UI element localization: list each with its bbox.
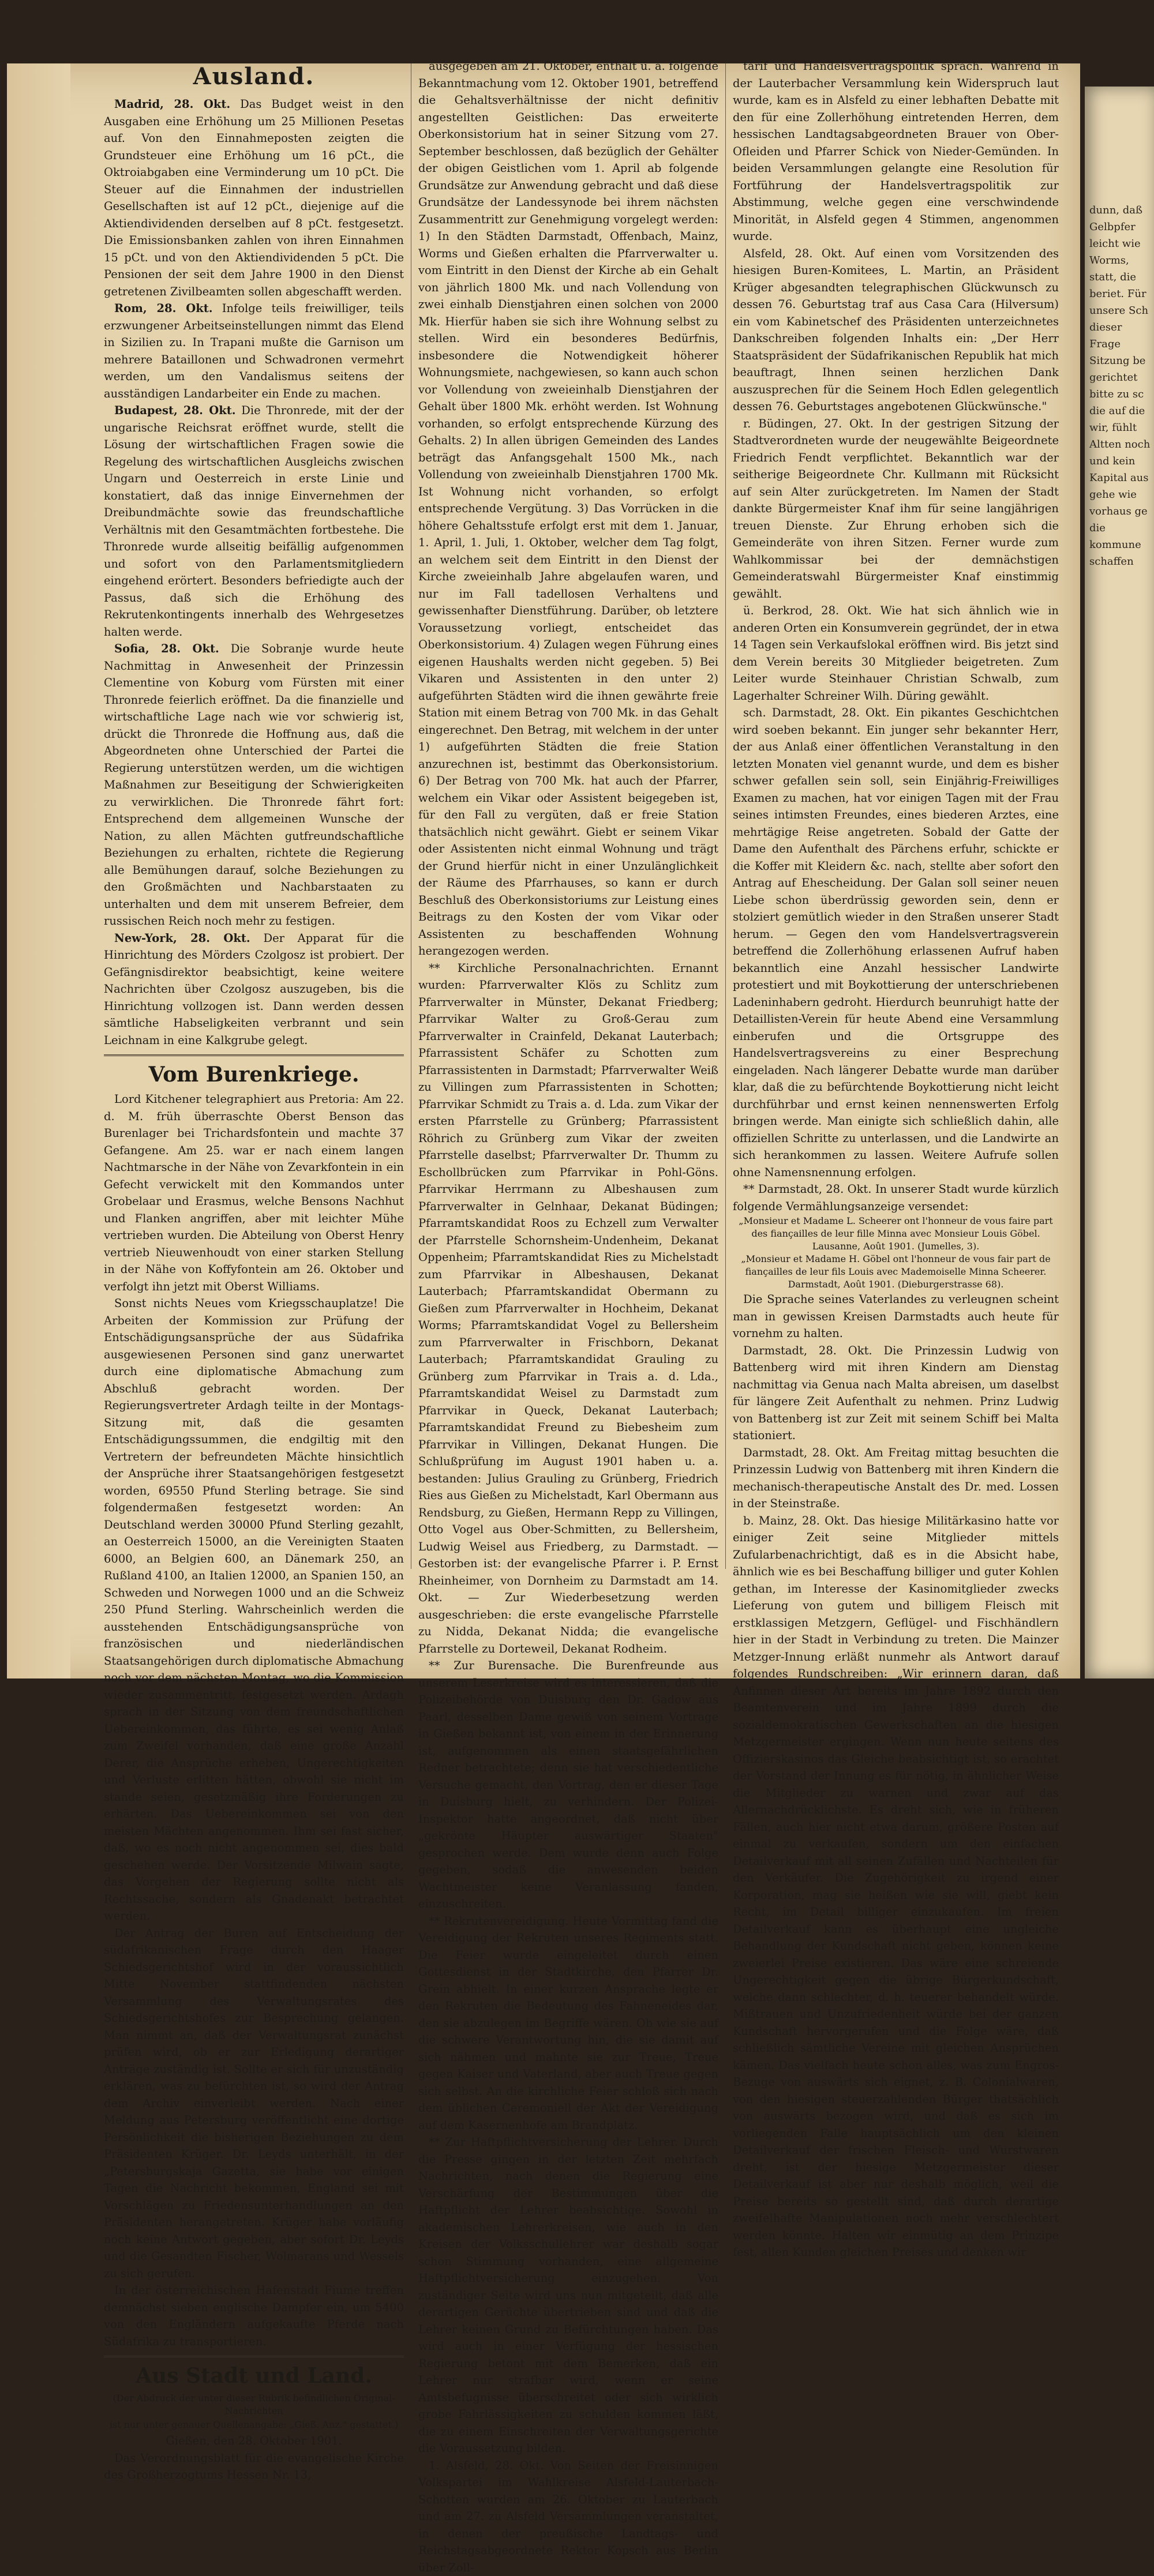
- article-paragraph: b. Mainz, 28. Okt. Das hiesige Militärkasino hatte vor einiger Zeit seine Mitglieder mittels Zufularbenachrichtigt, daß es in die Absicht habe, ähnlich wie es bei Beschaffung billiger und guter Kohlen gethan, im Interesse der Kasinomitglieder zwecks Lieferung von gutem und billigem Fleisch mit erstklassigen Metzgern, Geflügel- und Fischhändlern hier in der Stadt in Verbindung zu treten. Die Mainzer Metzger-Innung erläßt nunmehr als Antwort darauf folgendes Rundschreiben: „Wir erinnern daran, daß Anfinnen dieser Art bereits im Jahre 1892 durch den Beamtenverein und im Jahre 1899 durch die sozialdemokratischen Gewerkschaften an die hiesigen Metzgermeister ergingen. Wenn nun heute seitens des Offizierskasinos das Gleiche beabsichtigt ist, so erachtet der Vorstand der Innung es für nötig, in ähnlicher Weise die Mitglieder zu warnen und zwar auf das Allernachdrücklichste. Es dreht sich, wie in früheren Fällen, auch hier nicht etwa darum, größere Posten auf einmal zu verkaufen, sondern um den einfachen Detailverkauf mit all seinen Zufällen und Nachteilen für den Verkäufer. Die Zugehörigkeit zu irgend einer Korporation, mag sie heißen wie sie will, giebt kein Recht, im Detail billiger einzukaufen. Im freien Detailverkauf kann es überhaupt eine ungleiche Behandlung der Kundschaft nicht geben, können keine zweierlei Preise existieren. Das wäre eine schreiende Ungerechtigkeit gegen die übrige Bürgerkundschaft, welche dann schlechter, d. h. teuerer behandelt würde. Mißtrauen und Unzufriedenheit würde bei der ganzen Kundschaft hervorgerufen und die Folge wäre, daß schließlich sämtliche Vereine mit gleichen Ansprüchen kämen. Das vielfach heute schon alles, was zum Engros-Bezuge von auswärts sich eignet, z. B. Colonialwaren, von den hiesigen steuerzahlenden Bürger thatsächlich von auswärts bezogen wird, und daß es sich im vorliegenden Falle hauptsächlich um den kleinen Detailverkauf der frischen Fleisch- und Wurstwaren dreht, ist der hiesige Metzgermeister dieser Detailverkauf ist aber nur deshalb möglich, weil die Preise bereits so gestellt sind, daß durch derartige zweifelhafte Manipulationen noch mehr verschlechtert werden könnte. Halten wir einmütig an dem Prinzipe fest, allen Kunden gleichen Preises und denken wir: [733, 1512, 1059, 2261]
- adjacent-page-line: gehe wie: [1089, 486, 1153, 503]
- adjacent-page-line: Worms,: [1089, 252, 1153, 269]
- article-paragraph: Darmstadt, 28. Okt. Die Prinzessin Ludwig von Battenberg wird mit ihren Kindern am Dienstag nachmittag via Genua nach Malta abreisen, um daselbst für längere Zeit Aufenthalt zu nehmen. Prinz Ludwig von Battenberg ist zur Zeit mit seinem Schiff bei Malta stationiert.: [733, 1342, 1059, 1444]
- article-text: Das Budget weist in den Ausgaben eine Erhöhung um 25 Millionen Pesetas auf. Von den Einnahmeposten zeigten die Grundsteuer eine Erhöhung um 16 pCt., die Oktroiabgaben eine Verminderung um 10 pCt. Die Steuer auf die Einnahmen der industriellen Gesellschaften ist auf 12 pCt., diejenige auf die Aktiendividenden derselben auf 8 pCt. festgesetzt. Die Emissionsbanken zahlen von ihren Einnahmen 15 pCt. und von den Aktiendividenden 5 pCt. Die Pensionen der seit dem Jahre 1900 in den Dienst getretenen Zivilbeamten sollen abgeschafft werden.: [104, 97, 404, 298]
- article-dateline: Rom, 28. Okt.: [114, 302, 213, 315]
- article-paragraph: [104, 402, 404, 640]
- adjacent-page-line: schaffen: [1089, 553, 1153, 570]
- adjacent-page-line: vorhaus ge: [1089, 503, 1153, 520]
- article-paragraph: [104, 640, 404, 930]
- article-paragraph: ü. Berkrod, 28. Okt. Wie hat sich ähnlich wie in anderen Orten ein Konsumverein gegründet, der in etwa 14 Tagen sein Verkaufslokal eröffnen wird. Bis jetzt sind dem Verein bereits 30 Mitglieder beigetreten. Zum Leiter wurde Steinhauer Christian Schwalb, zum Lagerhalter Schreiner Wilh. Düring gewählt.: [733, 602, 1059, 704]
- article-paragraph: Sonst nichts Neues vom Kriegsschauplatze! Die Arbeiten der Kommission zur Prüfung der Entschädigungsansprüche der aus Südafrika ausgewiesenen Personen sind ganz unerwartet durch eine diplomatische Abmachung zum Abschluß gebracht worden. Der Regierungsvertreter Ardagh teilte in der Montags-Sitzung mit, daß die gesamten Entschädigungssummen, die endgiltig mit den Vertretern der befreundeten Mächte hinsichtlich der Ansprüche ihrer Staatsangehörigen festgesetzt worden, 69550 Pfund Sterling betrage. Sie sind folgendermaßen festgesetzt worden: An Deutschland werden 30000 Pfund Sterling gezahlt, an Oesterreich 15000, an die Vereinigten Staaten 6000, an Belgien 600, an Dänemark 250, an Rußland 4100, an Italien 12000, an Spanien 150, an Schweden und Norwegen 1000 und an die Schweiz 250 Pfund Sterling. Wahrscheinlich werden die ausstehenden Entschädigungsansprüche von französischen und niederländischen Staatsangehörigen durch diplomatische Abmachung noch vor dem nächsten Montag, wo die Kommission wieder zusammentritt, festgesetzt werden. Ardagh sprach in der Sitzung von dem freundschaftlichen Uebereinkommen, das führte, es sei wenig Anlaß zum Zweifel vorhanden, daß eine große Anzahl Derer, die Ansprüche erheben, Ungerechtigkeiten und Verluste erlitten hätten, obwohl sie nicht im stande seien, gesetzmäßig ihre Forderungen zu erhärten. Das Uebereinkommen sei von den meisten Mächten angenommen. Ihm sei fast sicher, daß, wo es noch nicht angenommen sei, dies bald geschehen werde. Der Vorsitzende Milwain sagte, das Vorgehen der Regierung sollte nicht als Rechtssache, sondern als Gnadenakt betrachtet werden.: [104, 1295, 404, 1925]
- article-paragraph: ** Darmstadt, 28. Okt. In unserer Stadt wurde kürzlich folgende Vermählungsanzeige versendet:: [733, 1181, 1059, 1215]
- section-heading-burenkrieg: Vom Burenkriege.: [104, 1061, 404, 1088]
- article-paragraph: 1. Alsfeld, 28. Okt. Von Seiten der Freisinnigen Volkspartei im Wahlkreise Alsfeld-Lauterbach-Schotten wurden am 26. Oktober zu Lauterbach und am 27. zu Alsfeld Versammlungen veranstaltet, in denen der preußische Landtags- und Reichstagsabgeordnete Rektor Kopsch aus Berlin über Zoll-: [418, 2457, 718, 2576]
- article-text: Der Apparat für die Hinrichtung des Mörders Czolgosz ist probiert. Der Gefängnisdirektor beabsichtigt, keine weitere Nachrichten über Czolgosz auszugeben, bis die Hinrichtung vollzogen ist. Dann werden dessen sämtliche Habseligkeiten verbrannt und sein Leichnam in eine Kalkgrube gelegt.: [104, 932, 404, 1047]
- column-1: [104, 58, 404, 1575]
- article-dateline: Budapest, 28. Okt.: [114, 404, 236, 417]
- article-paragraph: Das Verordnungsblatt für die evangelische Kirche des Großherzogtums Hessen Nr. 13,: [104, 2450, 404, 2484]
- section-heading-ausland: Ausland.: [104, 61, 404, 92]
- adjacent-page-line: die auf die: [1089, 403, 1153, 419]
- adjacent-page-line: Kapital aus: [1089, 470, 1153, 486]
- article-paragraph: In der österreichischen Hafenstadt Fiume treffen demnächst sieben englische Dampfer ein, um 5400 von den Engländern aufgekaufte Pferde nach Südafrika zu transportieren.: [104, 2282, 404, 2350]
- column-3-articles-continued: [733, 1291, 1059, 2261]
- article-dateline: Madrid, 28. Okt.: [114, 97, 230, 111]
- article-dateline: Sofia, 28. Okt.: [114, 642, 219, 655]
- article-paragraph: ** Zur Burensache. Die Burenfreunde aus unserem Leserkreise wird es interessieren, daß die Polizeibehörde von Duisburg den Dr. Gadow aus Paarl, desselben Dame gewiß von seinem Vortrage in Gießen bekannt ist, von einem in der Erinnerung ist, aufgenommen als einen staatsgefährlichen Redner betrachtete; denn sie hat verschiedentliche Versuche gemacht, den Vortrag, den er dieser Tage in Duisburg hielt, zu verhindern. Der Polizei-Inspektor hatte angeordnet, daß nicht über „gekrönte Häupter auswärtiger Staaten" gesprochen werde. Dem wurde denn auch Folge gegeben, sodaß die anwesenden beiden Wachtmeister keine Veranlassung fanden, einzuschreiten.: [418, 1657, 718, 1913]
- article-paragraph: sch. Darmstadt, 28. Okt. Ein pikantes Geschichtchen wird soeben bekannt. Ein junger sehr bekannter Herr, der aus Anlaß einer öffentlichen Veranstaltung in den letzten Monaten viel genannt wurde, und dem es bisher schwer gefallen sein soll, sein Einjährig-Freiwilliges Examen zu machen, hat vor einigen Tagen mit der Frau seines intimsten Freundes, eines biederen Arztes, eine mehrtägige Reise angetreten. Sobald der Gatte der Dame den Aufenthalt des Pärchens erfuhr, schickte er die Koffer mit Kleidern &c. nach, stellte aber sofort den Antrag auf Ehescheidung. Der Galan soll seiner neuen Liebe schon überdrüssig geworden sein, denn er stolziert gemütlich wieder in den Straßen unserer Stadt herum. — Gegen den vom Handelsvertragsverein betreffend die Zollerhöhung erlassenen Aufruf haben bekanntlich eine Anzahl hessischer Landwirte protestiert und mit Boykottierung der unterschriebenen Ladeninhabern gedroht. Hierdurch beunruhigt hatte der Detaillisten-Verein für heute Abend eine Versammlung einberufen und die Ortsgruppe des Handelsvertragsvereins zu einer Besprechung eingeladen. Nach längerer Debatte wurde man darüber klar, daß die zu befürchtende Boykottierung nicht leicht durchführbar und ernst keinen nennenswerten Erfolg bringen werde. Man einigte sich schließlich dahin, alle offiziellen Schritte zu unterlassen, und die Landwirte an sich herankommen zu lassen. Weitere Aufrufe sollen ohne Namensnennung erfolgen.: [733, 704, 1059, 1181]
- article-paragraph: tarif und Handelsvertragspolitik sprach. Während in der Lauterbacher Versammlung kein Widerspruch laut wurde, kam es in Alsfeld zu einer lebhaften Debatte mit den für eine Zollerhöhung eintretenden Herren, dem hessischen Landtagsabgeordneten Brauer von Ober-Ofleiden und Pfarrer Schick von Nieder-Gemünden. In beiden Versammlungen gelangte eine Resolution für Fortführung der Handelsvertragspolitik zur Abstimmung, welche gegen eine verschwindende Minorität, in Alsfeld gegen 4 Stimmen, angenommen wurde.: [733, 58, 1059, 245]
- article-paragraph: Der Antrag der Buren auf Entscheidung der südafrikanischen Frage durch den Haager Schiedsgerichtshof wird in der voraussichtlich Mitte November stattfindenden nächsten Versammlung des Verwaltungsrates des Schiedsgerichtshofes zur Besprechung gelangen. Man nimmt an, daß der Verwaltungsrat zunächst prüfen wird, ob er zur Erledigung derartiger Anträge zuständig ist. Sollte er sich für unzuständig erklären, was zu befürchten ist, so wird der Antrag dem Archiv einverleibt werden. Nach einer Meldung aus Petersburg veröffentlicht eine dortige Persönlichkeit die bisherigen Beziehungen zu dem Präsidenten Krüger. Dr. Leyds unterhält, in der „Petersburgskaja Gazetta, sie habe vor einigen Tagen die Nachricht bekommen, England sei mit Vorschlägen zu Friedensunterhandlungen an den Präsidenten herangetreten. Krüger habe vorläufig noch keine Antwort gegeben, aber sofort Dr. Leyds und die Gesandten Fischer, Wolmarans und Wessels zu sich gerufen.: [104, 1925, 404, 2282]
- article-paragraph: ** Kirchliche Personalnachrichten. Ernannt wurden: Pfarrverwalter Klös zu Schlitz zum Pfarrverwalter in Münster, Dekanat Friedberg; Pfarrvikar Walter zu Groß-Gerau zum Pfarrverwalter in Crainfeld, Dekanat Lauterbach; Pfarrassistent Schäfer zu Schotten zum Pfarrassistenten in Darmstadt; Pfarrverwalter Weiß zu Villingen zum Pfarrassistenten in Schotten; Pfarrvikar Schmidt zu Trais a. d. Lda. zum Vikar der ersten Pfarrstelle zu Grünberg; Pfarrassistent Röhrich zu Grünberg zum Vikar der zweiten Pfarrstelle daselbst; Pfarrverwalter Dr. Thumm zu Eschollbrücken zum Pfarrvikar in Pohl-Göns. Pfarrvikar Herrmann zu Albeshausen zum Pfarrverwalter in Gelnhaar, Dekanat Büdingen; Pfarramtskandidat Roos zu Echzell zum Verwalter der Pfarrstelle Schornsheim-Undenheim, Dekanat Oppenheim; Pfarramtskandidat Ries zu Michelstadt zum Pfarrvikar in Albeshausen, Dekanat Lauterbach; Pfarramtskandidat Obermann zu Gießen zum Pfarrverwalter in Hochheim, Dekanat Worms; Pfarramtskandidat Vogel zu Bellersheim zum Pfarrverwalter in Frischborn, Dekanat Lauterbach; Pfarramtskandidat Grauling zu Grünberg zum Pfarrvikar in Trais a. d. Lda., Pfarramtskandidat Weisel zu Darmstadt zum Pfarrvikar in Queck, Dekanat Lauterbach; Pfarramtskandidat Freund zu Biebesheim zum Pfarrvikar in Villingen, Dekanat Hungen. Die Schlußprüfung im August 1901 haben u. a. bestanden: Julius Grauling zu Grünberg, Friedrich Ries aus Gießen zu Michelstadt, Karl Obermann aus Rendsburg, zu Gießen, Hermann Repp zu Villingen, Otto Vogel aus Ober-Schmitten, zu Bellersheim, Ludwig Weisel aus Friedberg, zu Darmstadt. — Gestorben ist: der evangelische Pfarrer i. P. Ernst Rheinheimer, von Dornheim zu Darmstadt am 14. Okt. — Zur Wiederbesetzung werden ausgeschrieben: die erste evangelische Pfarrstelle zu Nidda, Dekanat Nidda; die evangelische Pfarrstelle zu Dorteweil, Dekanat Rodheim.: [418, 960, 718, 1658]
- column-3: [733, 58, 1059, 1575]
- adjacent-page-line: gerichtet: [1089, 369, 1153, 386]
- burenkrieg-articles: [104, 1091, 404, 2350]
- adjacent-page-text: [1089, 202, 1153, 570]
- adjacent-page-line: die kommune: [1089, 520, 1153, 553]
- article-text: Die Thronrede, mit der der ungarische Reichsrat eröffnet wurde, stellt die Lösung der wirtschaftlichen Fragen sowie die Regelung des wirtschaftlichen Ausgleichs zwischen Ungarn und Oesterreich in erste Linie und konstatiert, daß das innige Einvernehmen der Dreibundmächte sowie das freundschaftliche Verhältnis mit den Gesamtmächten fortbestehe. Die Thronrede wurde allseitig beifällig aufgenommen und sofort von den Parlamentsmitgliedern eingehend erörtert. Besonders befriedigte auch der Passus, daß sich die Erhöhung des Rekrutenkontingents innerhalb des Wehrgesetzes halten werde.: [104, 404, 404, 639]
- adjacent-page-line: unsere Sch: [1089, 302, 1153, 319]
- article-paragraph: Lord Kitchener telegraphiert aus Pretoria: Am 22. d. M. früh überraschte Oberst Benson das Burenlager bei Trichardsfontein und machte 37 Gefangene. Am 25. war er nach einem langen Nachtmarsche in der Nähe von Zevarkfontein in ein Gefecht verwickelt mit den Kommandos unter Grobelaar und Erasmus, welche Bensons Nachhut und Flanken angriffen, aber mit leichter Mühe vertrieben wurden. Die Abteilung von Oberst Henry vertrieb Nieuwenhoudt von einer starken Stellung in der Nähe von Koffyfontein am 26. Oktober und verfolgt ihn jetzt mit Oberst Williams.: [104, 1091, 404, 1295]
- adjacent-page-line: Altten noch: [1089, 436, 1153, 453]
- article-paragraph: ausgegeben am 21. Oktober, enthält u. a. folgende Bekanntmachung vom 12. Oktober 1901, betreffend die Gehaltsverhältnisse der nicht definitiv angestellten Geistlichen: Das erweiterte Oberkonsistorium hat in seiner Sitzung vom 27. September beschlossen, daß bezüglich der Gehälter der obigen Geistlichen vom 1. April ab folgende Grundsätze zur Anwendung gebracht und daß diese Grundsätze der Landessynode bei ihrem nächsten Zusammentritt zur Genehmigung vorgelegt werden: 1) In den Städten Darmstadt, Offenbach, Mainz, Worms und Gießen erhalten die Pfarrverwalter u. vom Eintritt in den Dienst der Kirche ab ein Gehalt von jährlich 1800 Mk. und nach Vollendung von zwei einhalb Dienstjahren einen solchen von 2000 Mk. Hierfür haben sie sich ihre Wohnung selbst zu stellen. Wird ein besonderes Bedürfnis, insbesondere die Notwendigkeit höherer Wohnungsmiete, nachgewiesen, so kann auch schon vor Vollendung von zweieinhalb Dienstjahren der Gehalt über 1800 Mk. erhöht werden. Ist Wohnung vorhanden, so erfolgt entsprechende Kürzung des Gehalts. 2) In allen übrigen Gemeinden des Landes beträgt das Anfangsgehalt 1500 Mk., nach Vollendung von zweieinhalb Dienstjahren 1700 Mk. Ist Wohnung nicht vorhanden, so erfolgt entsprechende Vergütung. 3) Das Vorrücken in die höhere Gehaltsstufe erfolgt erst mit dem 1. Januar, 1. April, 1. Juli, 1. Oktober, welcher dem Tag folgt, an welchem seit dem Eintritt in den Dienst der Kirche zweieinhalb Jahre abgelaufen waren, und nur im Fall tadellosen Verhaltens und gewissenhafter Dienstführung. Darüber, ob letztere Voraussetzung vorliegt, entscheidet das Oberkonsistorium. 4) Zulagen wegen Führung eines eigenen Haushalts werden nicht gegeben. 5) Bei Vikaren und Assistenten in den unter 2) aufgeführten Städten wird die ihnen gewährte freie Station mit einem Betrag von 700 Mk. in das Gehalt eingerechnet. Den Betrag, mit welchem in der unter 1) aufgeführten Städten die freie Station anzurechnen ist, bestimmt das Oberkonsistorium. 6) Der Betrag von 700 Mk. hat auch der Pfarrer, welchem ein Vikar oder Assistent beigegeben ist, für den Fall zu vergüten, daß er freie Station thatsächlich nicht gewährt. Giebt er seinem Vikar oder Assistenten nicht einmal Wohnung und trägt der Grund hierfür nicht in einer Unzulänglichkeit der Räume des Pfarrhauses, so kann er durch Beschluß des Oberkonsistoriums zur Leistung eines Beitrags zu den Kosten der vom Vikar oder Assistenten zu beschaffenden Wohnung herangezogen werden.: [418, 58, 718, 960]
- article-paragraph: [104, 300, 404, 402]
- divider: [104, 1054, 404, 1056]
- adjacent-page-edge: [1085, 87, 1154, 1678]
- adjacent-page-line: leicht wie: [1089, 235, 1153, 252]
- adjacent-page-line: dunn, daß: [1089, 202, 1153, 219]
- adjacent-page-line: wir, fühlt: [1089, 419, 1153, 436]
- column-3-articles: [733, 58, 1059, 1215]
- section-heading-stadt-land: Aus Stadt und Land.: [104, 2362, 404, 2390]
- adjacent-page-line: Gelbpfer: [1089, 219, 1153, 235]
- ausland-articles: [104, 96, 404, 1049]
- adjacent-page-line: Sitzung be: [1089, 352, 1153, 369]
- adjacent-page-line: und kein: [1089, 453, 1153, 470]
- adjacent-page-line: statt, die: [1089, 269, 1153, 286]
- divider: [104, 2356, 404, 2357]
- article-text: Infolge teils freiwilliger, teils erzwungener Arbeitseinstellungen nimmt das Elend in Sizilien zu. In Trapani mußte die Garnison um mehrere Bataillonen und Schwadronen vermehrt werden, um den Vandalismus seitens der ausständigen Landarbeiter ein Ende zu machen.: [104, 302, 404, 400]
- column-rule: [725, 63, 726, 1569]
- article-paragraph: r. Büdingen, 27. Okt. In der gestrigen Sitzung der Stadtverordneten wurde der neugewählte Beigeordnete Friedrich Fendt verpflichtet. Bekanntlich war der seitherige Beigeordnete Chr. Kullmann mit Rücksicht auf sein Alter zurückgetreten. Im Namen der Stadt dankte Bürgermeister Knaf ihm für seine langjährigen treuen Dienste. Zur Ehrung erhoben sich die Gemeinderäte von ihren Sitzen. Ferner wurde zum Wahlkommissar bei der demnächstigen Gemeinderatswahl Bürgermeister Knaf einstimmig gewählt.: [733, 415, 1059, 603]
- reprint-note: (Der Abdruck der unter dieser Rubrik befindlichen Original-Nachrichten: [104, 2392, 404, 2417]
- column-2-articles: [418, 58, 718, 2576]
- adjacent-page-line: beriet. Für: [1089, 286, 1153, 302]
- article-paragraph: [104, 96, 404, 300]
- article-dateline: New-York, 28. Okt.: [114, 932, 250, 945]
- french-announcement: „Monsieur et Madame L. Scheerer ont l'honneur de vous faire part des fiançailles de leur fille Minna avec Monsieur Louis Göbel. Lausanne, Août 1901. (Jumelles, 3).: [733, 1215, 1059, 1253]
- article-paragraph: Alsfeld, 28. Okt. Auf einen vom Vorsitzenden des hiesigen Buren-Komitees, L. Martin, an Präsident Krüger abgesandten telegraphischen Glückwunsch zu dessen 76. Geburtstag traf aus Casa Cara (Hilversum) ein vom Kabinetschef des Präsidenten unterzeichnetes Dankschreiben folgenden Inhalts ein: „Der Herr Staatspräsident der Südafrikanischen Republik hat mich beauftragt, Ihnen seinen herzlichen Dank auszusprechen für die Seinem Hoch Edlen gelegentlich dessen 76. Geburtstages angebotenen Glückwünsche.": [733, 245, 1059, 415]
- article-paragraph: [104, 930, 404, 1049]
- article-text: Die Sobranje wurde heute Nachmittag in Anwesenheit der Prinzessin Clementine von Koburg vom Fürsten mit einer Thronrede feierlich eröffnet. Da die finanzielle und wirtschaftliche Lage nach wie vor schwierig ist, drückt die Thronrede die Hoffnung aus, daß die Abgeordneten ohne Unterschied der Partei die Regierung unterstützen werden, um die wichtigen Maßnahmen zur Beseitigung der Schwierigkeiten zu verwirklichen. Die Thronrede fährt fort: Entsprechend dem allgemeinen Wunsche der Nation, zu allen Mächten gutfreundschaftliche Beziehungen zu erhalten, richtete die Regierung alle Bemühungen darauf, solche Beziehungen zu den Großmächten und Nachbarstaaten zu unterhalten und dem mit unserem Befreier, dem russischen Reich noch mehr zu festigen.: [104, 642, 404, 927]
- adjacent-page-line: dieser Frage: [1089, 319, 1153, 352]
- page-margin: [7, 63, 70, 1678]
- dateline: Gießen, den 28. Oktober 1901.: [104, 2432, 404, 2450]
- adjacent-page-line: bitte zu sc: [1089, 386, 1153, 403]
- article-paragraph: ** Rekrutenvereidigung. Heute Vormittag fand die Vereidigung der Rekruten unseres Regiments statt. Die Feier wurde eingeleitet durch einen Gottesdienst in der Stadtkirche, den Pfarrer Dr. Grein abhielt. In einer kurzen Ansprache legte er den Rekruten die Bedeutung des Fahneneides dar, den sie abzulegen im Begriffe wären. Ob wie sie auf die schwere Verantwortung hin, die sie damit auf sich nähmen und mahnte sie zur Treue, Treue gegen Kaiser und Vaterland, aber auch Treue gegen sich selbst. An die kirchliche Feier schloß sich nach dem üblichen Ceremoniell der Akt der Vereidigung auf dem Kasernenhofe am Brandplatz.: [418, 1913, 718, 2134]
- french-announcement: „Monsieur et Madame H. Göbel ont l'honneur de vous fair part de fiançailles de leur fils Louis avec Mademoiselle Minna Scheerer. Darmstadt, Août 1901. (Dieburgerstrasse 68).: [733, 1253, 1059, 1291]
- reprint-note: ist nur unter genauer Quellenangabe: „Gieß. Anz." gestattet.): [104, 2419, 404, 2431]
- article-paragraph: Die Sprache seines Vaterlandes zu verleugnen scheint man in gewissen Kreisen Darmstadts auch heute für vornehm zu halten.: [733, 1291, 1059, 1342]
- article-paragraph: Darmstadt, 28. Okt. Am Freitag mittag besuchten die Prinzessin Ludwig von Battenberg mit ihren Kindern die mechanisch-therapeutische Anstalt des Dr. med. Lossen in der Steinstraße.: [733, 1444, 1059, 1512]
- column-2: [418, 58, 718, 1575]
- article-paragraph: ** Zur Haftpflichtversicherung der Lehrer. Durch die Presse gingen in der letzten Zeit mehrfach Nachrichten, nach denen die Regierung eine Verschärfung der Bestimmungen über die Haftpflicht der Lehrer beabsichtige. Sowohl in akademischen Lehrerkreisen, wie auch in den Kreisen der Volksschullehrer war deshalb sogar schon Stimmung vorhanden, eine allgemeine Haftpflichtversicherung einzugehen. Von zuständiger Seite wird uns nun mitgeteilt, daß alle derartigen Gerüchte übertrieben sind und daß die Lehrer keinen Grund zu Befürchtungen haben. Das wird auch in einer Verfügung der hessischen Regierung betont mit dem Bemerken, daß ein Lehrer nur strafbar wird, wenn er seine Amtsbefugnisse überschreitet oder sich wirklich grobe Fahrlässigkeiten zu schulden kommen läßt, die zu einem Einschreiten der Verwaltungsgerichte die Voraussetzung bilden.: [418, 2134, 718, 2457]
